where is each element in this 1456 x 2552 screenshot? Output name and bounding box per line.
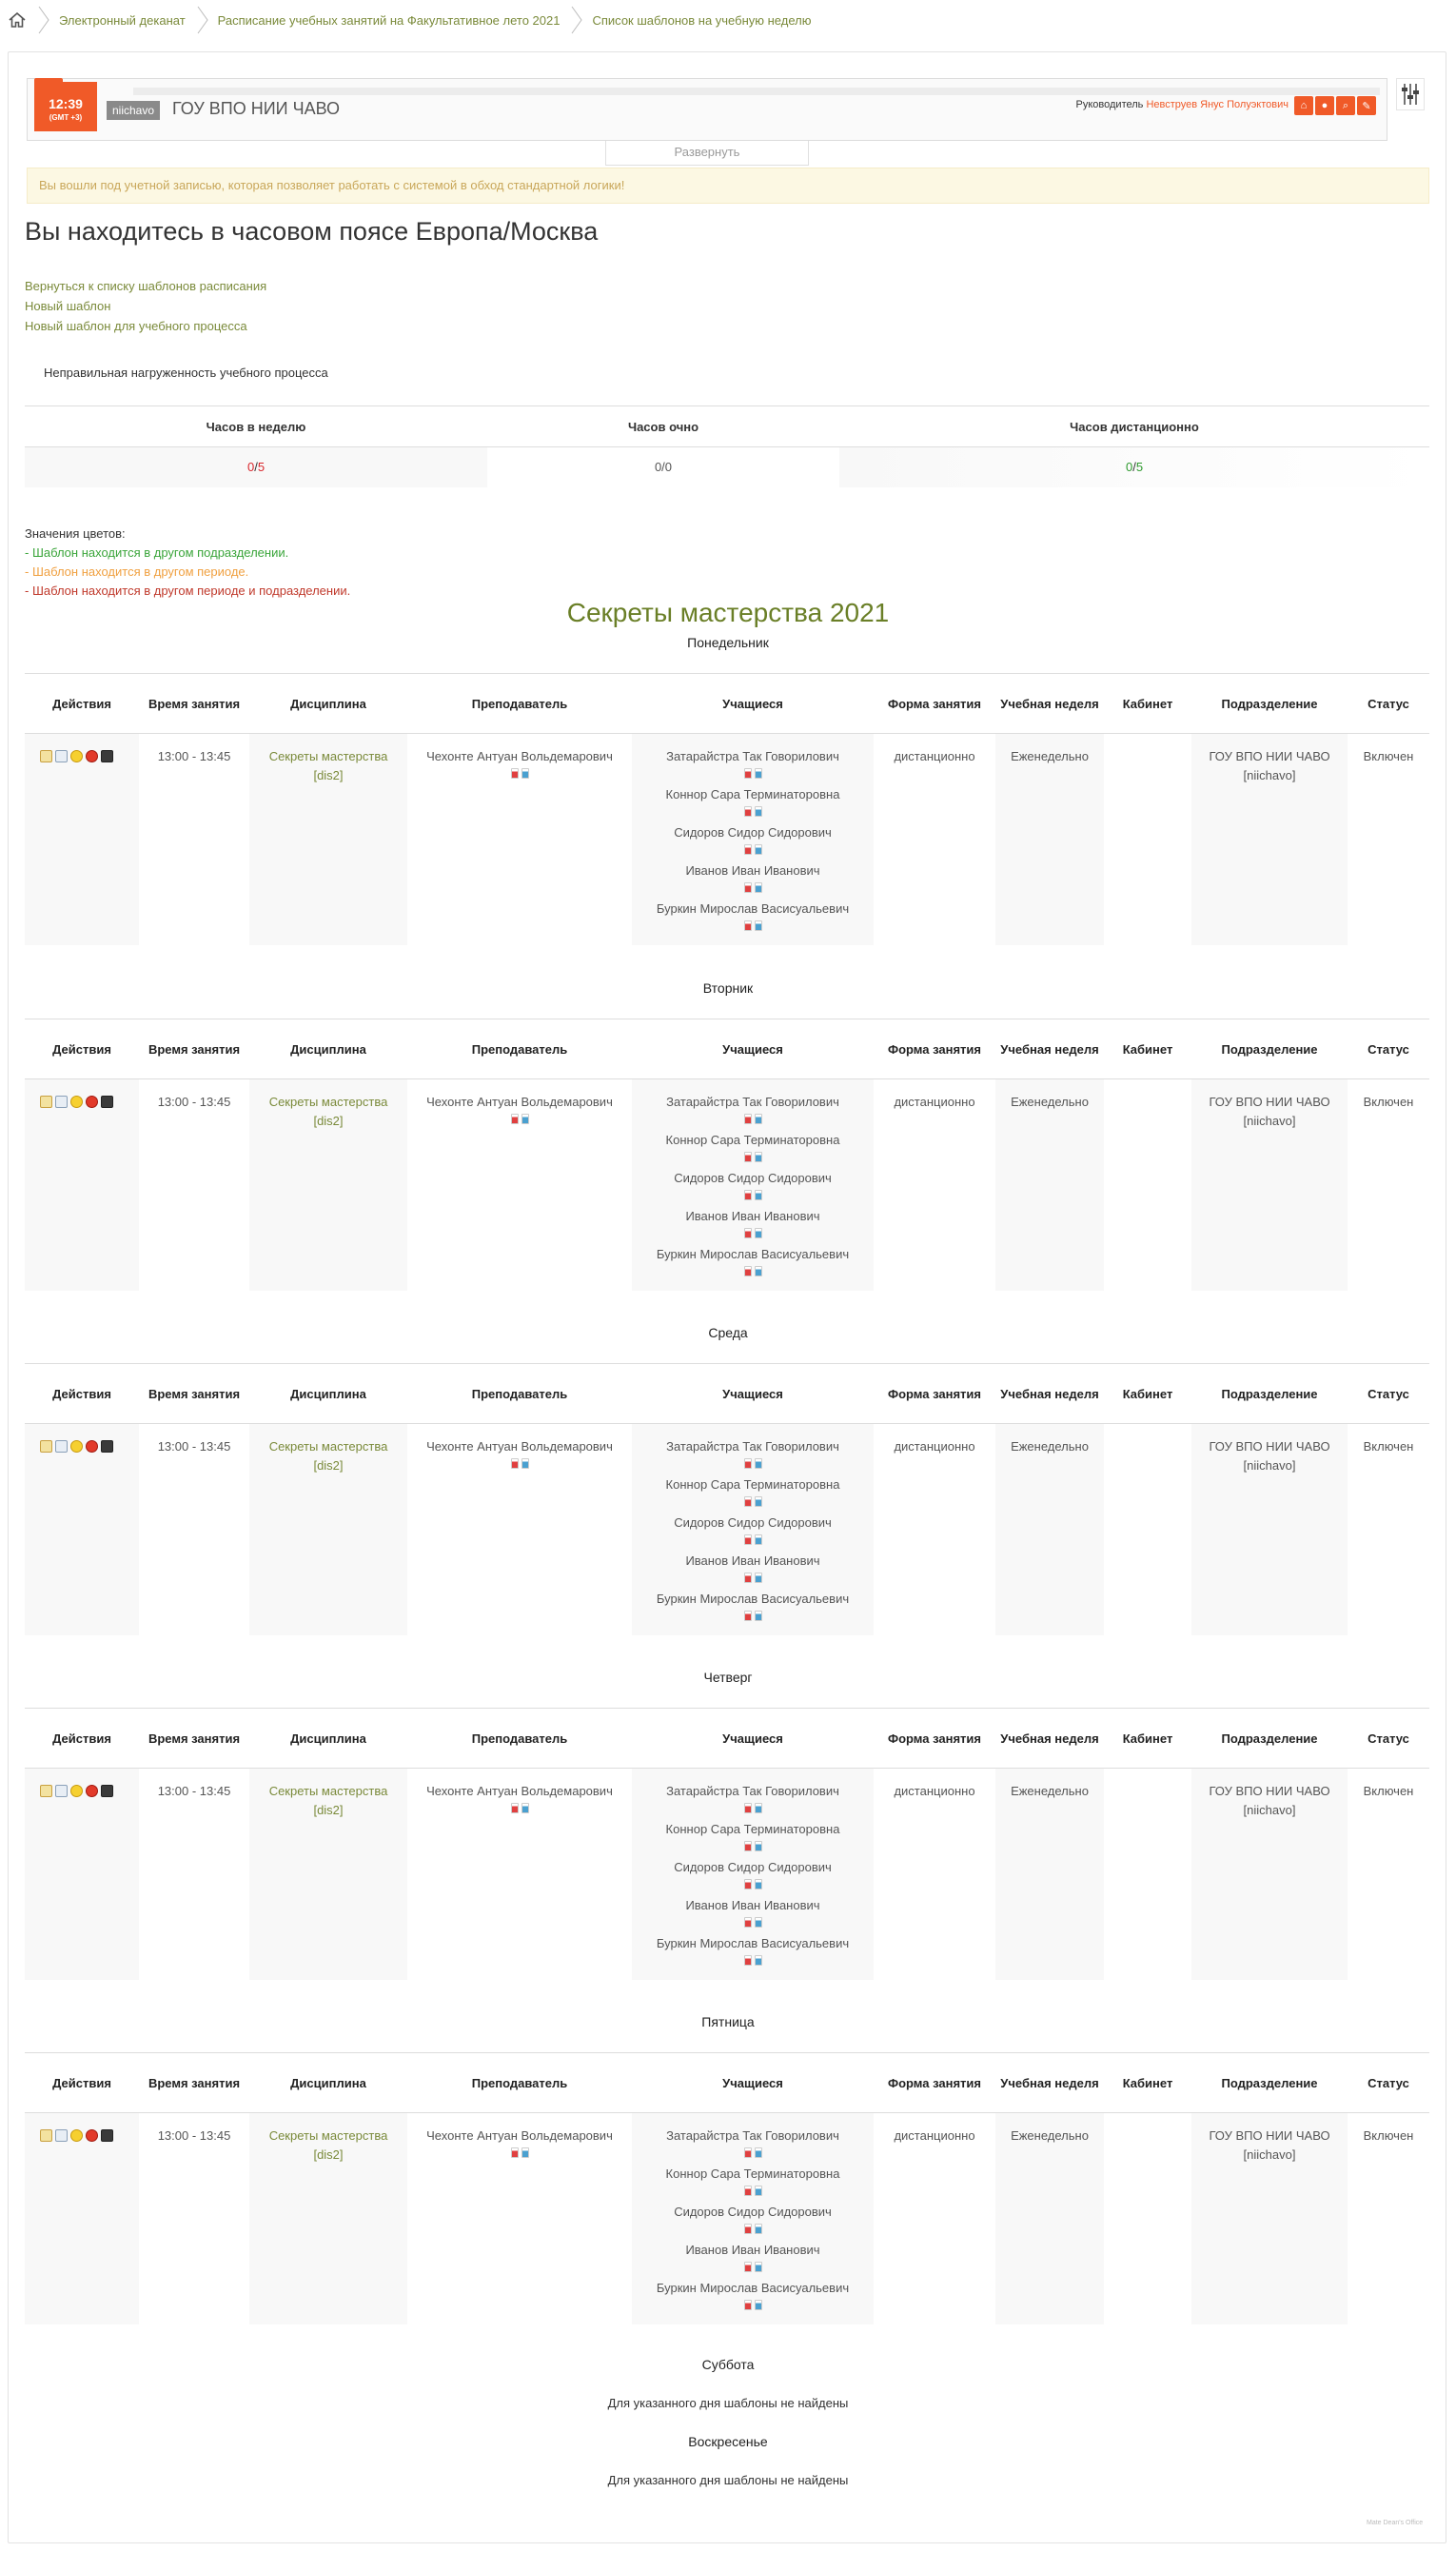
edit-icon[interactable] — [40, 750, 52, 762]
legend-title: Значения цветов: — [25, 526, 126, 541]
hours-per-week-value: 0/5 — [25, 447, 487, 487]
flag-icon — [755, 882, 762, 893]
lesson-students — [632, 2127, 874, 2317]
row-actions — [40, 1785, 113, 1797]
flag-icon — [744, 920, 752, 931]
action-links — [25, 276, 266, 336]
header-status: Статус — [1367, 2076, 1409, 2090]
timezone-title: Вы находитесь в часовом поясе Европа/Москва — [25, 217, 599, 246]
header-status: Статус — [1367, 697, 1409, 711]
hours-per-week-header: Часов в неделю — [206, 419, 306, 434]
table-row — [25, 1079, 1429, 1291]
flag-icon — [744, 1496, 752, 1507]
pause-icon[interactable] — [70, 2129, 83, 2142]
hours-remote-value: 0/5 — [839, 447, 1429, 487]
lesson-status: Включен — [1363, 1439, 1414, 1454]
lesson-week: Еженедельно — [1011, 1095, 1089, 1109]
flag-icon — [755, 1955, 762, 1966]
student-item: Затарайстра Так Говорилович — [632, 2127, 874, 2165]
header-week: Учебная неделя — [1000, 2076, 1099, 2090]
student-item: Коннор Сара Терминаторовна — [632, 2165, 874, 2203]
day-title-sunday: Воскресенье — [688, 2434, 768, 2449]
flag-icon — [744, 2147, 752, 2158]
delete-icon[interactable] — [86, 750, 98, 762]
schedule-table-header — [25, 674, 1429, 734]
breadcrumb-separator-icon — [571, 6, 582, 34]
day-title-saturday: Суббота — [701, 2357, 755, 2372]
lesson-department: ГОУ ВПО НИИ ЧАВО [niichavo] — [1209, 2128, 1330, 2162]
breadcrumb-separator-icon — [38, 6, 49, 34]
flag-icon — [744, 1955, 752, 1966]
flag-icon — [755, 1917, 762, 1928]
lesson-department: ГОУ ВПО НИИ ЧАВО [niichavo] — [1209, 1784, 1330, 1817]
flag-icon — [755, 1841, 762, 1851]
header-students: Учащиеся — [722, 2076, 783, 2090]
load-warning-title: Неправильная нагруженность учебного процесса — [44, 366, 328, 380]
copy-icon[interactable] — [101, 1440, 113, 1453]
header-room: Кабинет — [1122, 2076, 1173, 2090]
header-status: Статус — [1367, 1731, 1409, 1746]
edit-icon[interactable] — [40, 1440, 52, 1453]
day-title-friday: Пятница — [701, 2014, 755, 2029]
flag-icon — [755, 2262, 762, 2272]
flag-icon — [755, 2186, 762, 2196]
header-room: Кабинет — [1122, 1387, 1173, 1401]
student-item: Буркин Мирослав Васисуальевич — [632, 1245, 874, 1283]
flag-icon — [755, 2147, 762, 2158]
student-item: Сидоров Сидор Сидорович — [632, 1169, 874, 1207]
table-row — [25, 734, 1429, 945]
lesson-form: дистанционно — [894, 749, 975, 763]
header-teacher: Преподаватель — [471, 1387, 568, 1401]
flag-icon — [744, 2224, 752, 2234]
lesson-form: дистанционно — [894, 1439, 975, 1454]
lesson-status: Включен — [1363, 749, 1414, 763]
flag-icon — [744, 1611, 752, 1621]
flag-icon — [755, 1573, 762, 1583]
lesson-students — [632, 747, 874, 938]
flag-icon — [744, 1266, 752, 1276]
student-item: Коннор Сара Терминаторовна — [632, 785, 874, 823]
view-icon[interactable] — [55, 750, 68, 762]
expand-button[interactable]: Развернуть — [605, 141, 809, 166]
view-icon[interactable] — [55, 1785, 68, 1797]
student-item: Буркин Мирослав Васисуальевич — [632, 1590, 874, 1628]
view-icon[interactable] — [55, 2129, 68, 2142]
flag-icon — [755, 1534, 762, 1545]
header-actions: Действия — [52, 697, 111, 711]
table-row — [25, 1424, 1429, 1635]
header-time: Время занятия — [148, 697, 241, 711]
header-students: Учащиеся — [722, 1387, 783, 1401]
delete-icon[interactable] — [86, 1440, 98, 1453]
flag-icon — [521, 1114, 529, 1124]
footer-credit: Mate Dean's Office — [1367, 2520, 1424, 2526]
home-icon[interactable] — [8, 10, 27, 30]
flag-icon — [744, 2300, 752, 2310]
pause-icon[interactable] — [70, 1785, 83, 1797]
student-item: Иванов Иван Иванович — [632, 1207, 874, 1245]
student-item: Иванов Иван Иванович — [632, 1552, 874, 1590]
view-icon[interactable] — [55, 1440, 68, 1453]
flag-icon — [744, 768, 752, 779]
flag-icon — [511, 1803, 519, 1813]
flag-icon — [744, 1841, 752, 1851]
flag-icon — [511, 2147, 519, 2158]
day-title-monday: Понедельник — [687, 635, 769, 650]
schedule-table-wednesday — [25, 1363, 1429, 1606]
flag-icon — [744, 1190, 752, 1200]
flag-icon — [755, 1458, 762, 1469]
breadcrumb-item-template-list[interactable]: Список шаблонов на учебную неделю — [592, 12, 812, 28]
hours-remote-header: Часов дистанционно — [1070, 419, 1199, 434]
header-week: Учебная неделя — [1000, 1042, 1099, 1057]
lesson-status: Включен — [1363, 2128, 1414, 2143]
edit-icon[interactable] — [40, 2129, 52, 2142]
row-actions — [40, 2129, 113, 2142]
student-item: Затарайстра Так Говорилович — [632, 1093, 874, 1131]
header-department: Подразделение — [1221, 697, 1318, 711]
student-item: Коннор Сара Терминаторовна — [632, 1131, 874, 1169]
settings-sliders-icon[interactable] — [1396, 78, 1425, 110]
flag-icon — [744, 1114, 752, 1124]
student-item: Сидоров Сидор Сидорович — [632, 1858, 874, 1896]
user-button-icon[interactable]: ● — [1315, 96, 1334, 115]
course-title: Секреты мастерства 2021 — [566, 598, 890, 627]
lesson-teacher: Чехонте Антуан Вольдемарович — [407, 1093, 632, 1124]
edit-icon[interactable] — [40, 1096, 52, 1108]
flag-icon — [744, 1534, 752, 1545]
pause-icon[interactable] — [70, 750, 83, 762]
breadcrumb-item-dean-office[interactable]: Электронный деканат — [59, 12, 186, 28]
view-icon[interactable] — [55, 1096, 68, 1108]
legend-item-other-period: - Шаблон находится в другом периоде. — [25, 564, 249, 579]
schedule-table-header — [25, 2053, 1429, 2113]
flag-icon — [755, 1114, 762, 1124]
header-discipline: Дисциплина — [290, 2076, 366, 2090]
schedule-table-header — [25, 1364, 1429, 1424]
clock-timezone: (GMT +3) — [49, 113, 83, 122]
header-room: Кабинет — [1122, 1042, 1173, 1057]
header-teacher: Преподаватель — [471, 697, 568, 711]
row-actions — [40, 750, 113, 762]
flag-icon — [521, 2147, 529, 2158]
schedule-table-header — [25, 1019, 1429, 1079]
lesson-status: Включен — [1363, 1095, 1414, 1109]
header-form: Форма занятия — [888, 1042, 981, 1057]
header-status: Статус — [1367, 1387, 1409, 1401]
student-item: Сидоров Сидор Сидорович — [632, 1513, 874, 1552]
header-teacher: Преподаватель — [471, 2076, 568, 2090]
flag-icon — [755, 920, 762, 931]
header-week: Учебная неделя — [1000, 1387, 1099, 1401]
student-item: Затарайстра Так Говорилович — [632, 1437, 874, 1475]
lesson-week: Еженедельно — [1011, 749, 1089, 763]
header-room: Кабинет — [1122, 697, 1173, 711]
header-time: Время занятия — [148, 1731, 241, 1746]
flag-icon — [744, 1879, 752, 1889]
row-actions — [40, 1440, 113, 1453]
student-item: Сидоров Сидор Сидорович — [632, 823, 874, 861]
flag-icon — [755, 1496, 762, 1507]
lesson-time: 13:00 - 13:45 — [157, 1784, 231, 1798]
header-students: Учащиеся — [722, 697, 783, 711]
flag-icon — [755, 1190, 762, 1200]
hours-table — [25, 406, 1429, 487]
header-department: Подразделение — [1221, 1731, 1318, 1746]
header-actions: Действия — [52, 1387, 111, 1401]
flag-icon — [755, 1803, 762, 1813]
lesson-discipline[interactable]: Секреты мастерства [dis2] — [268, 1439, 388, 1473]
day-title-thursday: Четверг — [703, 1670, 753, 1685]
table-row — [25, 2113, 1429, 2324]
row-actions — [40, 1096, 113, 1108]
student-item: Буркин Мирослав Васисуальевич — [632, 2279, 874, 2317]
flag-icon — [755, 2300, 762, 2310]
lesson-week: Еженедельно — [1011, 1439, 1089, 1454]
lesson-form: дистанционно — [894, 1784, 975, 1798]
new-process-template-link[interactable]: Новый шаблон для учебного процесса — [25, 319, 247, 333]
header-teacher: Преподаватель — [471, 1042, 568, 1057]
flag-icon — [755, 1228, 762, 1238]
edit-button-icon[interactable]: ✎ — [1357, 96, 1376, 115]
header-form: Форма занятия — [888, 1387, 981, 1401]
lesson-teacher: Чехонте Антуан Вольдемарович — [407, 1782, 632, 1813]
lesson-department: ГОУ ВПО НИИ ЧАВО [niichavo] — [1209, 1095, 1330, 1128]
lesson-teacher: Чехонте Антуан Вольдемарович — [407, 747, 632, 779]
delete-icon[interactable] — [86, 1096, 98, 1108]
flag-icon — [744, 2186, 752, 2196]
student-item: Иванов Иван Иванович — [632, 2241, 874, 2279]
student-item: Сидоров Сидор Сидорович — [632, 2203, 874, 2241]
flag-icon — [744, 1573, 752, 1583]
header-actions: Действия — [52, 2076, 111, 2090]
org-name: ГОУ ВПО НИИ ЧАВО — [172, 99, 341, 118]
leader-buttons — [1294, 96, 1376, 115]
student-item: Затарайстра Так Говорилович — [632, 747, 874, 785]
lesson-time: 13:00 - 13:45 — [157, 1095, 231, 1109]
header-week: Учебная неделя — [1000, 697, 1099, 711]
flag-icon — [755, 2224, 762, 2234]
header-form: Форма занятия — [888, 697, 981, 711]
warning-alert: Вы вошли под учетной записью, которая позволяет работать с системой в обход стандартной логики! — [27, 168, 1429, 204]
flag-icon — [744, 882, 752, 893]
delete-icon[interactable] — [86, 1785, 98, 1797]
clock-time: 12:39 — [49, 96, 83, 111]
day-title-wednesday: Среда — [708, 1325, 748, 1340]
header-department: Подразделение — [1221, 1042, 1318, 1057]
delete-icon[interactable] — [86, 2129, 98, 2142]
flag-icon — [744, 1228, 752, 1238]
header-status: Статус — [1367, 1042, 1409, 1057]
lesson-form: дистанционно — [894, 2128, 975, 2143]
student-item: Иванов Иван Иванович — [632, 861, 874, 900]
header-department: Подразделение — [1221, 1387, 1318, 1401]
flag-icon — [744, 1152, 752, 1162]
pause-icon[interactable] — [70, 1440, 83, 1453]
flag-icon — [744, 2262, 752, 2272]
hours-fulltime-header: Часов очно — [627, 419, 699, 434]
search-button-icon[interactable]: ⌕ — [1336, 96, 1355, 115]
header-teacher: Преподаватель — [471, 1731, 568, 1746]
student-item: Иванов Иван Иванович — [632, 1896, 874, 1934]
header-department: Подразделение — [1221, 2076, 1318, 2090]
student-item: Коннор Сара Терминаторовна — [632, 1475, 874, 1513]
flag-icon — [521, 768, 529, 779]
lesson-form: дистанционно — [894, 1095, 975, 1109]
lesson-discipline[interactable]: Секреты мастерства [dis2] — [268, 1784, 388, 1817]
flag-icon — [755, 806, 762, 817]
lesson-students — [632, 1093, 874, 1283]
lesson-discipline[interactable]: Секреты мастерства [dis2] — [268, 1095, 388, 1128]
new-template-link[interactable]: Новый шаблон — [25, 299, 111, 313]
student-item: Коннор Сара Терминаторовна — [632, 1820, 874, 1858]
copy-icon[interactable] — [101, 1096, 113, 1108]
lesson-discipline[interactable]: Секреты мастерства [dis2] — [268, 749, 388, 782]
breadcrumb-separator-icon — [197, 6, 208, 34]
header-form: Форма занятия — [888, 2076, 981, 2090]
lesson-status: Включен — [1363, 1784, 1414, 1798]
flag-icon — [755, 1266, 762, 1276]
back-to-templates-link[interactable]: Вернуться к списку шаблонов расписания — [25, 279, 267, 293]
header-discipline: Дисциплина — [290, 1387, 366, 1401]
breadcrumb — [0, 0, 1456, 40]
lesson-discipline[interactable]: Секреты мастерства [dis2] — [268, 2128, 388, 2162]
lesson-time: 13:00 - 13:45 — [157, 1439, 231, 1454]
flag-icon — [744, 844, 752, 855]
flag-icon — [755, 768, 762, 779]
leader-label: Руководитель — [1075, 99, 1144, 110]
lesson-time: 13:00 - 13:45 — [157, 2128, 231, 2143]
header-actions: Действия — [52, 1731, 111, 1746]
header-time: Время занятия — [148, 1387, 241, 1401]
leader-info — [1076, 99, 1289, 110]
student-item: Буркин Мирослав Васисуальевич — [632, 900, 874, 938]
flag-icon — [744, 806, 752, 817]
lesson-time: 13:00 - 13:45 — [157, 749, 231, 763]
flag-icon — [755, 1611, 762, 1621]
no-templates-saturday: Для указанного дня шаблоны не найдены — [607, 2396, 849, 2410]
flag-icon — [521, 1458, 529, 1469]
schedule-table-thursday — [25, 1708, 1429, 1950]
lesson-teacher: Чехонте Антуан Вольдемарович — [407, 2127, 632, 2158]
header-discipline: Дисциплина — [290, 697, 366, 711]
schedule-table-monday — [25, 673, 1429, 916]
flag-icon — [755, 1879, 762, 1889]
header-time: Время занятия — [148, 2076, 241, 2090]
header-actions: Действия — [52, 1042, 111, 1057]
pause-icon[interactable] — [70, 1096, 83, 1108]
header-room: Кабинет — [1122, 1731, 1173, 1746]
copy-icon[interactable] — [101, 1785, 113, 1797]
header-discipline: Дисциплина — [290, 1731, 366, 1746]
lesson-department: ГОУ ВПО НИИ ЧАВО [niichavo] — [1209, 1439, 1330, 1473]
home-button-icon[interactable]: ⌂ — [1294, 96, 1313, 115]
schedule-table-friday — [25, 2052, 1429, 2295]
lesson-week: Еженедельно — [1011, 2128, 1089, 2143]
header-students: Учащиеся — [722, 1731, 783, 1746]
flag-icon — [511, 1114, 519, 1124]
leader-name-link[interactable]: Невструев Янус Полуэктович — [1146, 99, 1289, 110]
student-item: Затарайстра Так Говорилович — [632, 1782, 874, 1820]
clock-widget — [34, 82, 97, 131]
copy-icon[interactable] — [101, 750, 113, 762]
lesson-week: Еженедельно — [1011, 1784, 1089, 1798]
table-row — [25, 1769, 1429, 1980]
hours-table-row — [25, 447, 1429, 487]
hours-table-header — [25, 406, 1429, 447]
lesson-students — [632, 1782, 874, 1972]
flag-icon — [521, 1803, 529, 1813]
no-templates-sunday: Для указанного дня шаблоны не найдены — [607, 2473, 849, 2487]
flag-icon — [511, 768, 519, 779]
header-week: Учебная неделя — [1000, 1731, 1099, 1746]
org-code-badge: niichavo — [107, 101, 160, 120]
header-stripe — [133, 88, 1380, 95]
lesson-students — [632, 1437, 874, 1628]
lesson-department: ГОУ ВПО НИИ ЧАВО [niichavo] — [1209, 749, 1330, 782]
hours-fulltime-value: 0/0 — [654, 460, 673, 474]
legend-item-other-department: - Шаблон находится в другом подразделении. — [25, 545, 289, 560]
flag-icon — [755, 844, 762, 855]
edit-icon[interactable] — [40, 1785, 52, 1797]
day-title-tuesday: Вторник — [702, 980, 754, 996]
legend-item-other-both: - Шаблон находится в другом периоде и подразделении. — [25, 584, 351, 598]
flag-icon — [744, 1458, 752, 1469]
header-students: Учащиеся — [722, 1042, 783, 1057]
flag-icon — [744, 1917, 752, 1928]
header-time: Время занятия — [148, 1042, 241, 1057]
flag-icon — [744, 1803, 752, 1813]
color-legend — [25, 524, 350, 601]
header-discipline: Дисциплина — [290, 1042, 366, 1057]
lesson-teacher: Чехонте Антуан Вольдемарович — [407, 1437, 632, 1469]
header-form: Форма занятия — [888, 1731, 981, 1746]
copy-icon[interactable] — [101, 2129, 113, 2142]
flag-icon — [511, 1458, 519, 1469]
flag-icon — [755, 1152, 762, 1162]
student-item: Буркин Мирослав Васисуальевич — [632, 1934, 874, 1972]
schedule-table-header — [25, 1709, 1429, 1769]
breadcrumb-item-schedule[interactable]: Расписание учебных занятий на Факультативное лето 2021 — [217, 12, 561, 28]
